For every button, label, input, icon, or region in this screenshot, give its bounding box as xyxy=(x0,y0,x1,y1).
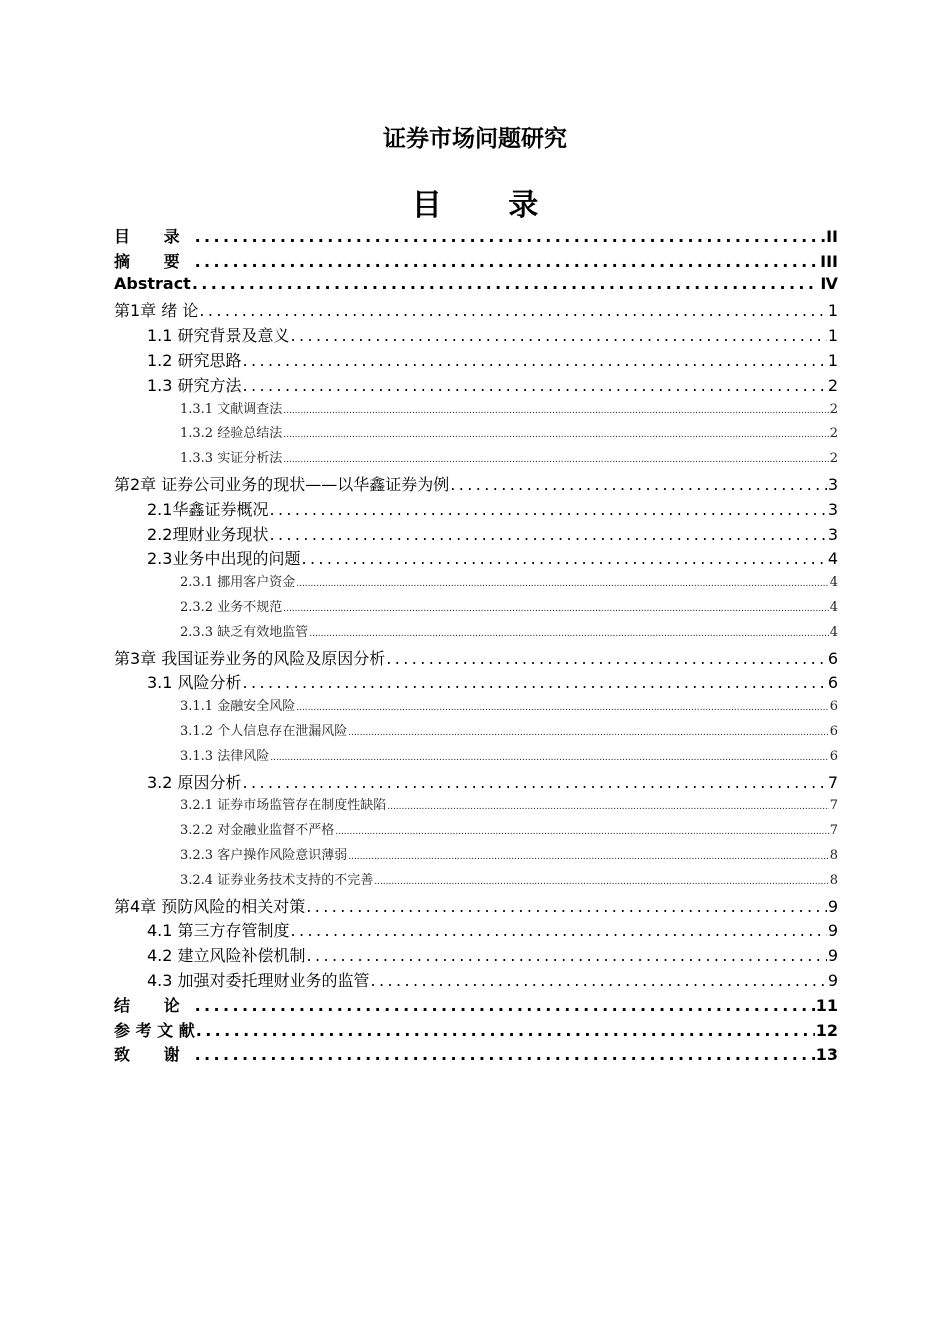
toc-entry-page: 4 xyxy=(829,624,838,640)
toc-entry-label: 致 谢 xyxy=(114,1045,194,1065)
toc-entry-label: 4.3 加强对委托理财业务的监管 xyxy=(147,970,370,990)
dot-leader xyxy=(296,703,829,713)
document-title: 证券市场问题研究 xyxy=(383,125,567,152)
toc-entry-page: 7 xyxy=(829,823,838,839)
dot-leader xyxy=(296,579,829,589)
toc-entry-page: 6 xyxy=(827,673,838,693)
dot-leader xyxy=(450,475,827,494)
toc-entry-label: 1.1 研究背景及意义 xyxy=(147,326,290,346)
toc-entry-page: 4 xyxy=(829,575,838,591)
dot-leader xyxy=(291,326,827,345)
toc-entry-page: 3 xyxy=(827,474,838,494)
toc-entry-page: 9 xyxy=(827,946,838,966)
dot-leader xyxy=(283,455,829,465)
toc-entry-label: 3.1 风险分析 xyxy=(147,673,242,693)
toc-entry-label: 1.3.3 实证分析法 xyxy=(180,451,283,467)
toc-entry-subsection[interactable] xyxy=(114,422,838,447)
dot-leader xyxy=(243,673,827,692)
dot-leader xyxy=(301,549,826,568)
toc-entry-page: III xyxy=(820,251,838,271)
toc-entry-page: 2 xyxy=(827,375,838,395)
toc-entry-section[interactable] xyxy=(114,546,838,571)
toc-entry-label: 3.1.1 金融安全风险 xyxy=(180,699,296,715)
toc-entry-label: 2.3.3 缺乏有效地监管 xyxy=(180,624,309,640)
dot-leader xyxy=(195,227,826,246)
toc-entry-label: 3.2 原因分析 xyxy=(147,772,242,792)
toc-entry-label: 2.2理财业务现状 xyxy=(147,524,269,544)
dot-leader xyxy=(283,430,829,440)
toc-entry-page: 1 xyxy=(827,301,838,321)
toc-entry-label: 摘 要 xyxy=(114,251,194,271)
toc-entry-page: 12 xyxy=(815,1020,838,1040)
toc-entry-page: 4 xyxy=(829,599,838,615)
toc-entry-label: 1.3 研究方法 xyxy=(147,375,242,395)
toc-entry-page: II xyxy=(826,227,838,246)
toc-entry-contents[interactable] xyxy=(114,224,838,249)
toc-entry-label: 3.2.3 客户操作风险意识薄弱 xyxy=(180,847,348,863)
dot-leader xyxy=(196,1021,815,1040)
toc-entry-label: 3.2.4 证券业务技术支持的不完善 xyxy=(180,872,374,888)
dot-leader xyxy=(387,802,829,812)
toc-entry-acknowledgements[interactable] xyxy=(114,1042,838,1067)
dot-leader xyxy=(243,351,827,370)
toc-entry-page: 6 xyxy=(829,699,838,715)
dot-leader xyxy=(192,274,820,293)
toc-entry-label: 2.3.1 挪用客户资金 xyxy=(180,575,296,591)
toc-entry-subsection[interactable] xyxy=(114,398,838,423)
toc-entry-section[interactable] xyxy=(114,943,838,968)
toc-entry-page: 2 xyxy=(829,426,838,442)
toc-entry-page: 6 xyxy=(829,723,838,739)
toc-heading: 目 录 xyxy=(411,188,567,223)
toc-entry-chapter-3[interactable] xyxy=(114,646,838,671)
toc-entry-label: 第3章 我国证券业务的风险及原因分析 xyxy=(114,648,386,668)
toc-entry-label: 第2章 证券公司业务的现状——以华鑫证券为例 xyxy=(114,474,450,494)
toc-entry-subsection[interactable] xyxy=(114,596,838,621)
dot-leader xyxy=(283,604,829,614)
toc-entry-label: Abstract xyxy=(114,273,191,293)
dot-leader xyxy=(243,376,827,395)
dot-leader xyxy=(195,1045,815,1064)
toc-entry-abstract-cn[interactable] xyxy=(114,249,838,274)
dot-leader xyxy=(283,406,829,416)
toc-entry-section[interactable] xyxy=(114,323,838,348)
toc-entry-label: 3.1.3 法律风险 xyxy=(180,748,270,764)
toc-entry-subsection[interactable] xyxy=(114,695,838,720)
toc-entry-page: 1 xyxy=(827,350,838,370)
toc-entry-subsection[interactable] xyxy=(114,571,838,596)
toc-entry-section[interactable] xyxy=(114,497,838,522)
toc-entry-page: 8 xyxy=(829,872,838,888)
toc-entry-section[interactable] xyxy=(114,373,838,398)
toc-entry-chapter-1[interactable] xyxy=(114,298,838,323)
toc-entry-section[interactable] xyxy=(114,770,838,795)
toc-entry-subsection[interactable] xyxy=(114,869,838,894)
toc-entry-label: 第1章 绪 论 xyxy=(114,301,199,321)
toc-entry-page: 2 xyxy=(829,401,838,417)
toc-entry-section[interactable] xyxy=(114,348,838,373)
toc-entry-subsection[interactable] xyxy=(114,621,838,646)
toc-entry-page: 6 xyxy=(829,748,838,764)
toc-entry-page: 11 xyxy=(815,995,838,1015)
toc-entry-page: 4 xyxy=(827,549,838,569)
dot-leader xyxy=(307,946,827,965)
toc-entry-page: 3 xyxy=(827,499,838,519)
table-of-contents xyxy=(114,224,838,1067)
dot-leader xyxy=(269,525,826,544)
toc-entry-page: 7 xyxy=(829,798,838,814)
dot-leader xyxy=(371,971,827,990)
dot-leader xyxy=(195,252,820,271)
toc-entry-subsection[interactable] xyxy=(114,794,838,819)
dot-leader xyxy=(374,877,829,887)
toc-entry-page: 9 xyxy=(827,921,838,941)
toc-entry-label: 第4章 预防风险的相关对策 xyxy=(114,896,306,916)
toc-entry-label: 3.1.2 个人信息存在泄漏风险 xyxy=(180,723,348,739)
toc-entry-page: 13 xyxy=(815,1045,838,1065)
dot-leader xyxy=(348,852,829,862)
toc-entry-section[interactable] xyxy=(114,522,838,547)
toc-entry-label: 参 考 文 献 xyxy=(114,1020,195,1040)
toc-entry-label: 1.3.2 经验总结法 xyxy=(180,426,283,442)
toc-entry-subsection[interactable] xyxy=(114,447,838,472)
toc-entry-label: 2.3.2 业务不规范 xyxy=(180,599,283,615)
dot-leader xyxy=(306,897,827,916)
toc-entry-label: 结 论 xyxy=(114,995,194,1015)
toc-entry-references[interactable] xyxy=(114,1018,838,1043)
toc-entry-section[interactable] xyxy=(114,670,838,695)
toc-entry-label: 2.1华鑫证券概况 xyxy=(147,499,269,519)
toc-entry-subsection[interactable] xyxy=(114,844,838,869)
toc-entry-label: 3.2.1 证券市场监管存在制度性缺陷 xyxy=(180,798,387,814)
toc-entry-page: 9 xyxy=(827,896,838,916)
toc-entry-subsection[interactable] xyxy=(114,745,838,770)
dot-leader xyxy=(270,753,829,763)
toc-entry-label: 4.1 第三方存管制度 xyxy=(147,921,290,941)
toc-entry-section[interactable] xyxy=(114,918,838,943)
toc-entry-chapter-2[interactable] xyxy=(114,472,838,497)
toc-entry-page: 6 xyxy=(827,648,838,668)
toc-entry-page: 9 xyxy=(827,970,838,990)
toc-entry-label: 2.3业务中出现的问题 xyxy=(147,549,301,569)
dot-leader xyxy=(195,996,815,1015)
dot-leader xyxy=(386,649,827,668)
toc-entry-label: 1.2 研究思路 xyxy=(147,350,242,370)
toc-entry-subsection[interactable] xyxy=(114,720,838,745)
dot-leader xyxy=(243,773,827,792)
toc-entry-label: 4.2 建立风险补偿机制 xyxy=(147,946,306,966)
toc-entry-page: 2 xyxy=(829,451,838,467)
dot-leader xyxy=(348,728,829,738)
dot-leader xyxy=(199,301,826,320)
toc-entry-page: Ⅳ xyxy=(820,273,838,293)
toc-entry-section[interactable] xyxy=(114,968,838,993)
toc-entry-page: 8 xyxy=(829,847,838,863)
toc-entry-abstract-en[interactable] xyxy=(114,274,838,299)
toc-entry-label: 3.2.2 对金融业监督不严格 xyxy=(180,823,335,839)
toc-entry-conclusion[interactable] xyxy=(114,993,838,1018)
dot-leader xyxy=(335,827,829,837)
toc-entry-chapter-4[interactable] xyxy=(114,894,838,919)
dot-leader xyxy=(309,629,829,639)
toc-entry-label: 1.3.1 文献调查法 xyxy=(180,401,283,417)
toc-entry-page: 7 xyxy=(827,772,838,792)
toc-entry-page: 1 xyxy=(827,326,838,346)
dot-leader xyxy=(291,921,827,940)
toc-entry-label: 目 录 xyxy=(114,227,194,246)
toc-entry-subsection[interactable] xyxy=(114,819,838,844)
dot-leader xyxy=(269,500,826,519)
toc-entry-page: 3 xyxy=(827,524,838,544)
